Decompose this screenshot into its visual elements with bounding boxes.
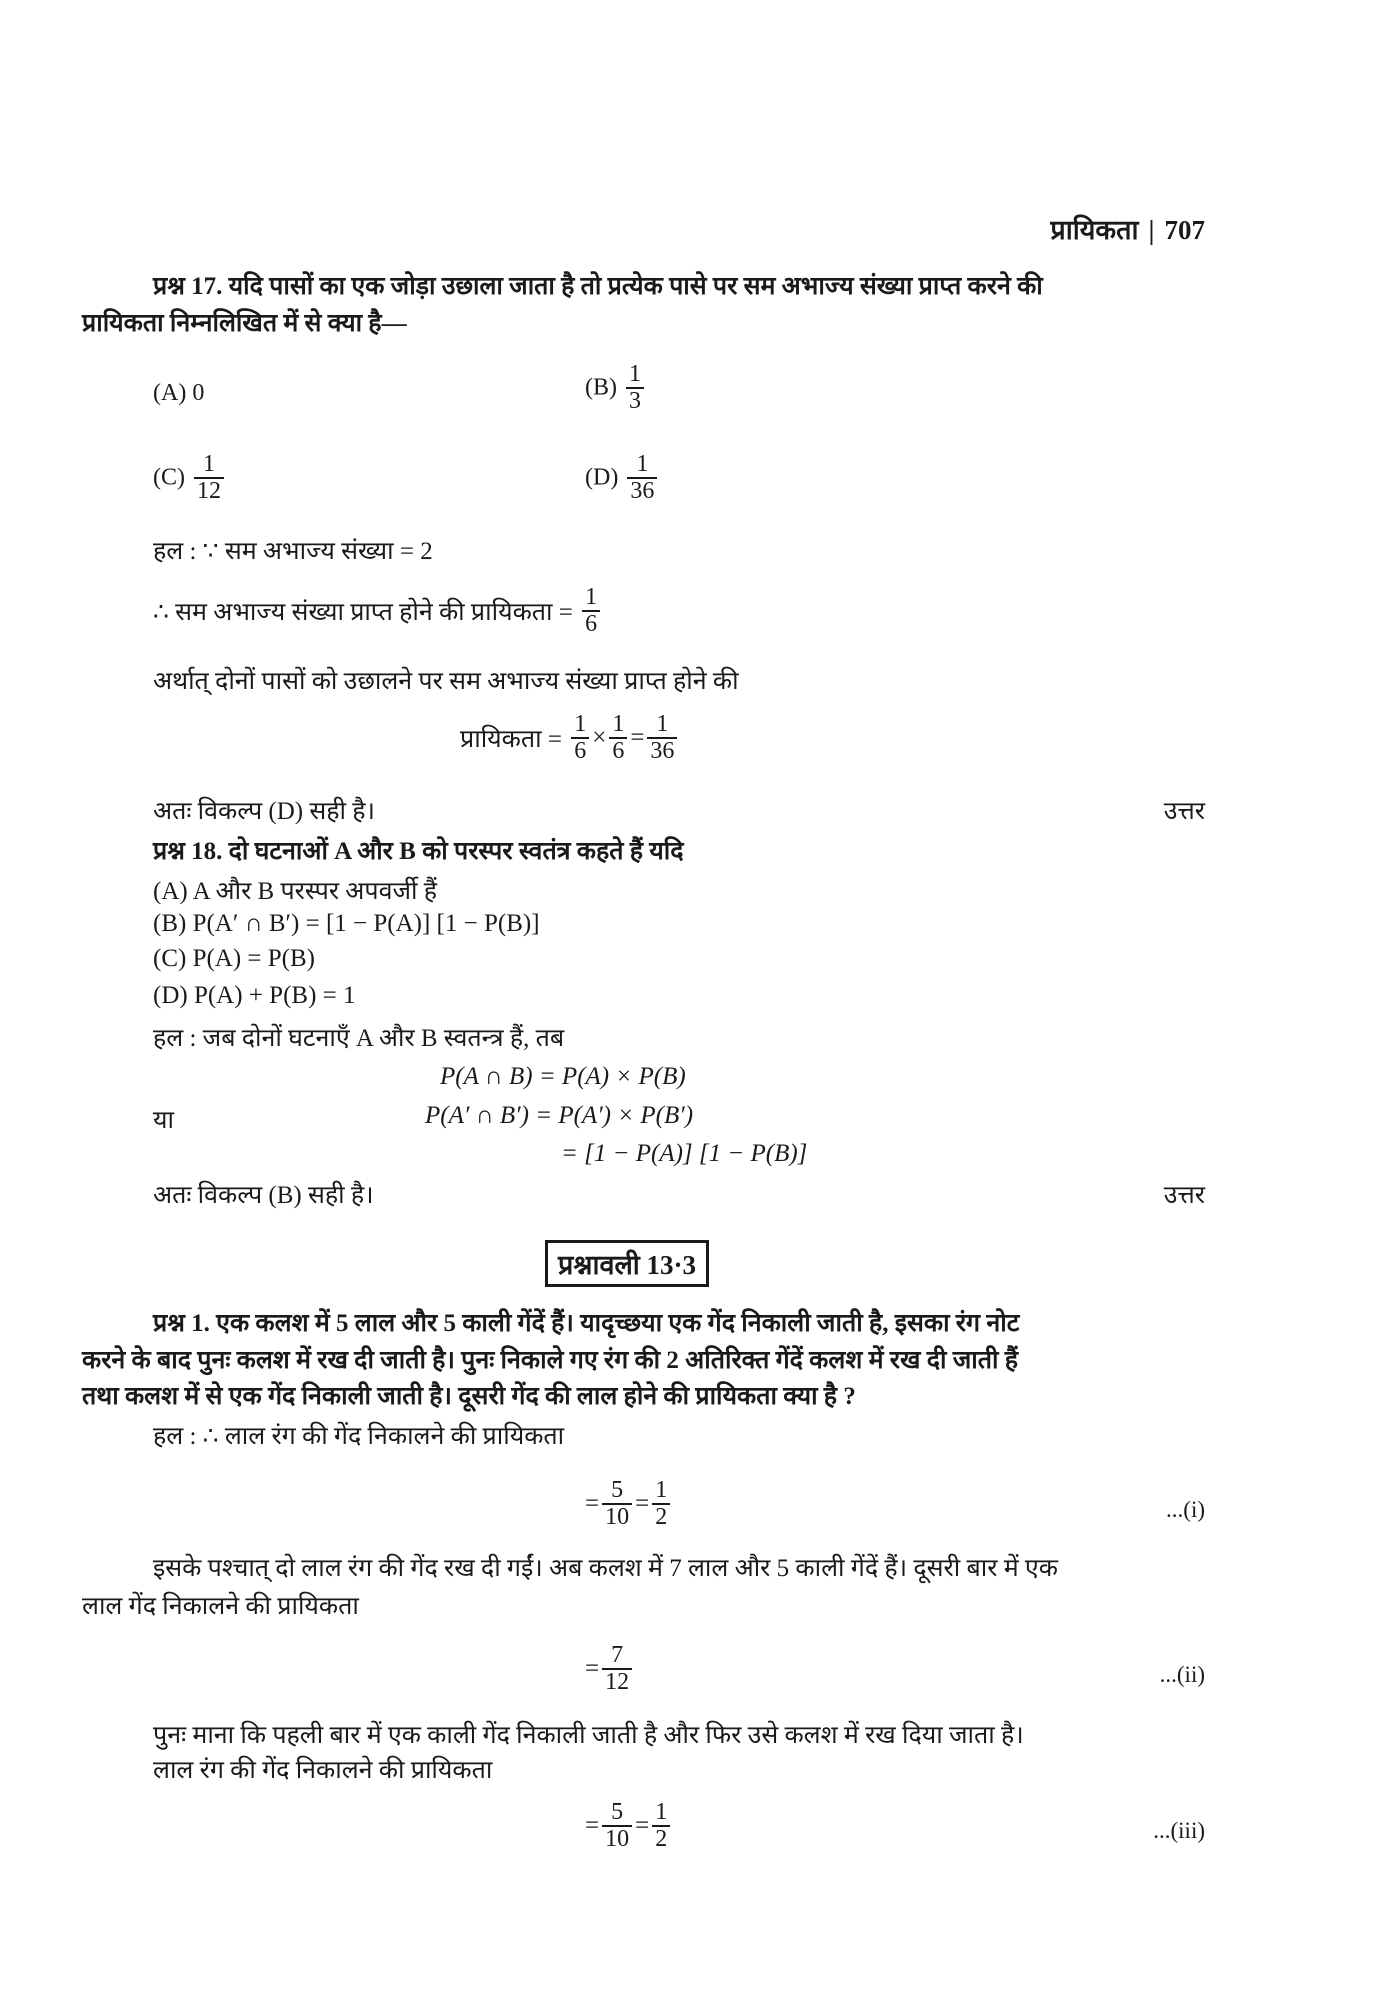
q17-answer-tag: उत्तर [1163,798,1205,825]
q18-equation-2: P(A′ ∩ B′) = P(A′) × P(B′) [425,1102,694,1129]
q17-line1: प्रश्न 17. यदि पासों का एक जोड़ा उछाला जाता है तो प्रत्येक पासे पर सम अभाज्य संख्या प्राप्त करने की [153,273,1043,300]
fraction: $\frac{5}{10}$ [602,1800,632,1852]
q18-line1: प्रश्न 18. दो घटनाओं A और B को परस्पर स्वतंत्र कहते हैं यदि [153,838,684,865]
q18-option-a: (A) A और B परस्पर अपवर्जी हैं [153,878,438,905]
q18-equation-3: = [1 − P(A)] [1 − P(B)] [561,1140,808,1167]
ex-q1-para2-line2: लाल गेंद निकालने की प्रायिकता [82,1593,359,1620]
fraction: $\frac{1}{2}$ [652,1800,670,1852]
fraction: $\frac{1}{6}$ [582,585,600,637]
q17-option-c [153,452,227,504]
q18-equation-1: P(A ∩ B) = P(A) × P(B) [440,1063,686,1090]
fraction: $\frac{1}{3}$ [626,362,644,414]
q18-option-c: (C) P(A) = P(B) [153,945,316,972]
ex-q1-para3-line2: लाल रंग की गेंद निकालने की प्रायिकता [153,1757,493,1784]
q18-or-label: या [153,1107,174,1134]
fraction: $\frac{1}{6}$ [609,712,627,764]
equation-tag-i: ...(i) [1166,1497,1205,1522]
option-value: 0 [192,380,205,406]
fraction: $\frac{1}{2}$ [652,1478,670,1530]
option-label: (A) [153,380,187,406]
equation-iii: = $\frac{5}{10}$ = $\frac{1}{2}$ [585,1800,673,1852]
option-label: (D) [585,464,619,491]
chapter-title: प्रायिकता [1050,215,1139,245]
q17-solution-line2: ∴ सम अभाज्य संख्या प्राप्त होने की प्रायिकता = $\frac{1}{6}$ [153,585,603,637]
fraction: $\frac{7}{12}$ [602,1643,632,1695]
q17-solution-line1: हल : ∵ सम अभाज्य संख्या = 2 [153,538,433,565]
ex-q1-solution-line1: हल : ∴ लाल रंग की गेंद निकालने की प्रायिकता [153,1423,565,1450]
q17-solution-line3: अर्थात् दोनों पासों को उछालने पर सम अभाज्य संख्या प्राप्त होने की [153,668,739,695]
ex-q1-line2: करने के बाद पुनः कलश में रख दी जाती है। पुनः निकाले गए रंग की 2 अतिरिक्त गेंदें कलश में रख दी जाती हैं [82,1347,1018,1374]
q18-conclusion: अतः विकल्प (B) सही है। [153,1182,374,1209]
ex-q1-para2-line1: इसके पश्चात् दो लाल रंग की गेंद रख दी गईं। अब कलश में 7 लाल और 5 काली गेंदें हैं। दूसरी बार में एक [153,1555,1058,1582]
q17-solution-equation: प्रायिकता = $\frac{1}{6}$ × $\frac{1}{6}$ = $\frac{1}{36}$ [460,712,680,764]
option-label: (C) [153,464,185,491]
ex-q1-line3: तथा कलश में से एक गेंद निकाली जाती है। दूसरी गेंद की लाल होने की प्रायिकता क्या है ? [82,1383,856,1410]
exercise-title-box: प्रश्नावली 13·3 [545,1240,709,1287]
q18-answer-tag: उत्तर [1163,1182,1205,1209]
equation-i: = $\frac{5}{10}$ = $\frac{1}{2}$ [585,1478,673,1530]
equation-tag-iii: ...(iii) [1153,1818,1205,1843]
q18-option-d: (D) P(A) + P(B) = 1 [153,982,356,1009]
equation-tag-ii: ...(ii) [1159,1662,1205,1687]
q17-option-a [153,380,204,407]
ex-q1-para3-line1: पुनः माना कि पहली बार में एक काली गेंद निकाली जाती है और फिर उसे कलश में रख दिया जाता है। [153,1722,1024,1749]
page-number: 707 [1164,215,1205,245]
running-header [1050,210,1205,247]
header-separator: | [1148,215,1155,245]
q17-line2: प्रायिकता निम्नलिखित में से क्या है— [82,310,407,337]
q17-conclusion: अतः विकल्प (D) सही है। [153,798,376,825]
ex-q1-line1: प्रश्न 1. एक कलश में 5 लाल और 5 काली गेंदें हैं। यादृच्छया एक गेंद निकाली जाती है, इसका रंग नोट [153,1310,1020,1337]
fraction: $\frac{1}{6}$ [571,712,589,764]
q17-option-d [585,452,660,504]
q18-solution-line1: हल : जब दोनों घटनाएँ A और B स्वतन्त्र हैं, तब [153,1025,565,1052]
fraction: $\frac{5}{10}$ [602,1478,632,1530]
option-label: (B) [585,374,617,401]
fraction: $\frac{1}{36}$ [647,712,677,764]
equation-ii: = $\frac{7}{12}$ [585,1643,635,1695]
q17-option-b [585,362,647,414]
fraction: $\frac{1}{36}$ [627,452,657,504]
q18-option-b: (B) P(A′ ∩ B′) = [1 − P(A)] [1 − P(B)] [153,910,540,937]
fraction: $\frac{1}{12}$ [194,452,224,504]
